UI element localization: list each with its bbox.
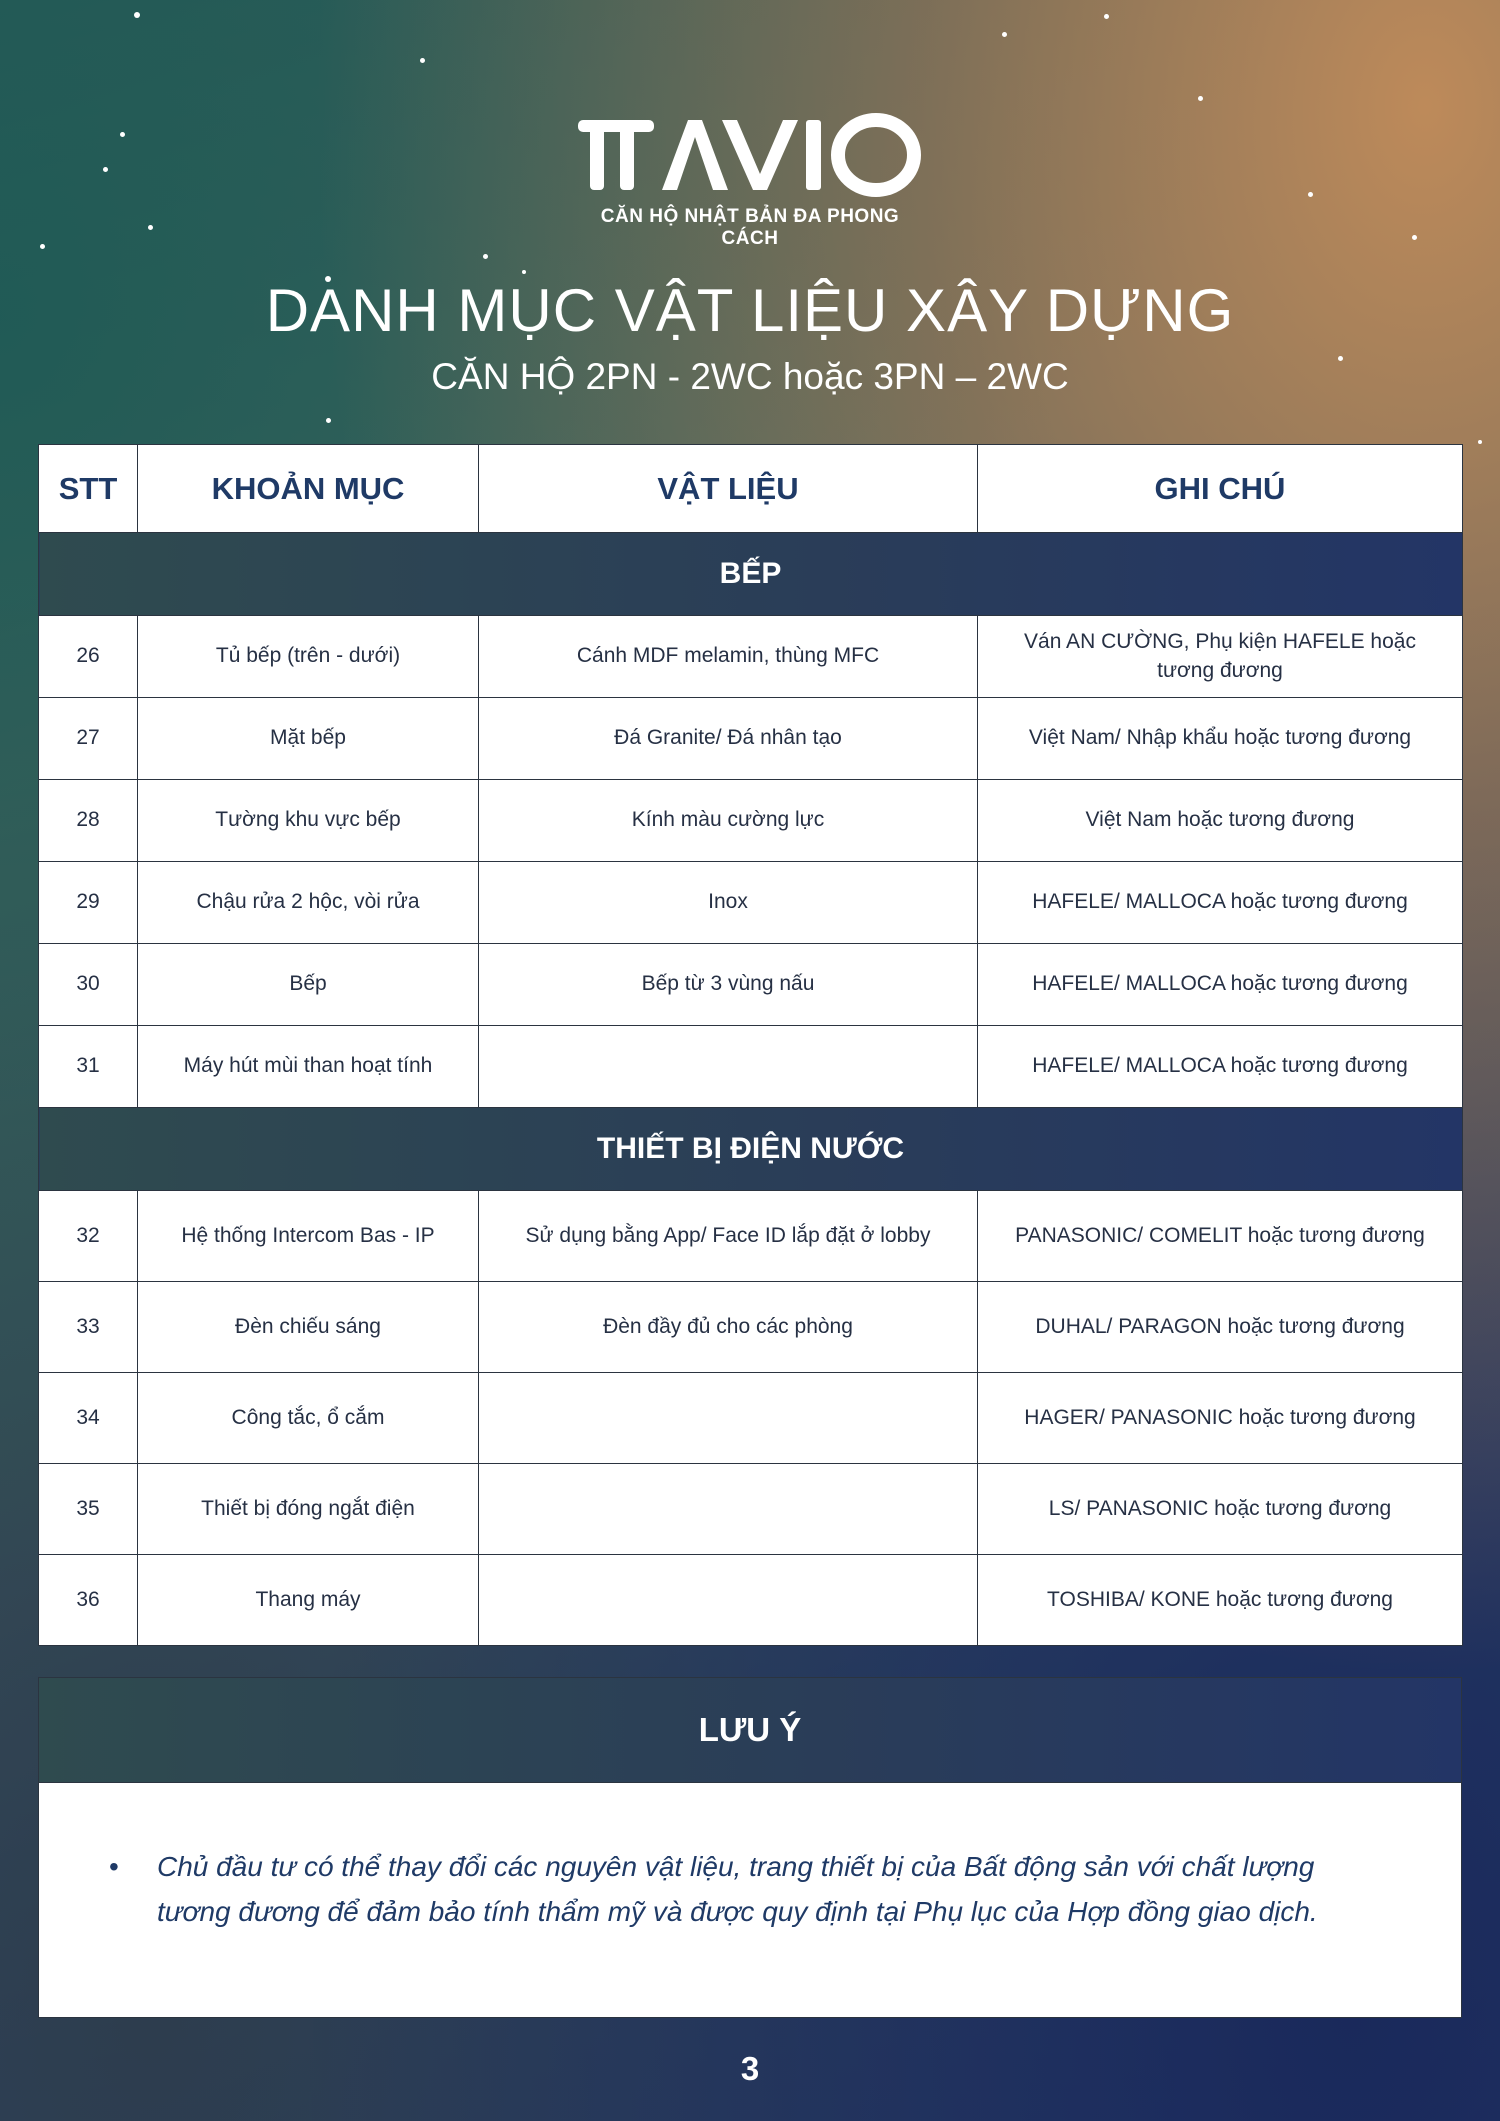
materials-table bbox=[38, 444, 1463, 1646]
cell-item: Tường khu vực bếp bbox=[138, 780, 479, 862]
cell-note: TOSHIBA/ KONE hoặc tương đương bbox=[978, 1555, 1463, 1646]
cell-material: Đá Granite/ Đá nhân tạo bbox=[479, 698, 978, 780]
star bbox=[1308, 192, 1313, 197]
cell-note: Việt Nam hoặc tương đương bbox=[978, 780, 1463, 862]
table-row bbox=[39, 698, 1463, 780]
cell-item: Bếp bbox=[138, 944, 479, 1026]
cell-stt: 30 bbox=[39, 944, 138, 1026]
cell-item: Máy hút mùi than hoạt tính bbox=[138, 1026, 479, 1108]
cell-stt: 31 bbox=[39, 1026, 138, 1108]
table-row bbox=[39, 1373, 1463, 1464]
cell-note: Việt Nam/ Nhập khẩu hoặc tương đương bbox=[978, 698, 1463, 780]
cell-stt: 28 bbox=[39, 780, 138, 862]
star bbox=[483, 254, 488, 259]
table-row bbox=[39, 1026, 1463, 1108]
logo-wordmark bbox=[570, 112, 930, 204]
table-row bbox=[39, 862, 1463, 944]
cell-material: Inox bbox=[479, 862, 978, 944]
cell-note: HAFELE/ MALLOCA hoặc tương đương bbox=[978, 944, 1463, 1026]
star bbox=[1478, 440, 1482, 444]
star bbox=[148, 225, 153, 230]
star bbox=[103, 167, 108, 172]
note-box bbox=[38, 1677, 1462, 2018]
star bbox=[1198, 96, 1203, 101]
star bbox=[40, 244, 45, 249]
cell-material: Kính màu cường lực bbox=[479, 780, 978, 862]
cell-item: Tủ bếp (trên - dưới) bbox=[138, 616, 479, 698]
cell-stt: 34 bbox=[39, 1373, 138, 1464]
header-note: GHI CHÚ bbox=[978, 445, 1463, 533]
cell-stt: 27 bbox=[39, 698, 138, 780]
cell-stt: 29 bbox=[39, 862, 138, 944]
cell-stt: 26 bbox=[39, 616, 138, 698]
cell-note: HAFELE/ MALLOCA hoặc tương đương bbox=[978, 862, 1463, 944]
section-row-kitchen bbox=[39, 533, 1463, 616]
cell-material bbox=[479, 1026, 978, 1108]
cell-stt: 33 bbox=[39, 1282, 138, 1373]
table-row bbox=[39, 616, 1463, 698]
cell-material bbox=[479, 1555, 978, 1646]
note-heading: LƯU Ý bbox=[39, 1678, 1461, 1783]
note-body bbox=[39, 1783, 1461, 1935]
cell-item: Đèn chiếu sáng bbox=[138, 1282, 479, 1373]
star bbox=[522, 270, 526, 274]
brand-tagline: CĂN HỘ NHẬT BẢN ĐA PHONG CÁCH bbox=[600, 206, 900, 249]
brand-logo bbox=[570, 112, 930, 249]
cell-stt: 35 bbox=[39, 1464, 138, 1555]
header-stt: STT bbox=[39, 445, 138, 533]
table-header-row bbox=[39, 445, 1463, 533]
cell-material bbox=[479, 1464, 978, 1555]
page-title: DANH MỤC VẬT LIỆU XÂY DỰNG bbox=[265, 277, 1235, 344]
cell-item: Công tắc, ổ cắm bbox=[138, 1373, 479, 1464]
table-row bbox=[39, 1555, 1463, 1646]
section-title: BẾP bbox=[39, 533, 1463, 616]
note-text: Chủ đầu tư có thể thay đổi các nguyên vật liệu, trang thiết bị của Bất động sản với chất lượng tương đương để đảm bảo tính thẩm mỹ và được quy định tại Phụ lục của Hợp đồng giao dịch. bbox=[157, 1851, 1318, 1927]
table-row bbox=[39, 780, 1463, 862]
table-row bbox=[39, 1464, 1463, 1555]
cell-material: Bếp từ 3 vùng nấu bbox=[479, 944, 978, 1026]
header-item: KHOẢN MỤC bbox=[138, 445, 479, 533]
cell-material: Đèn đầy đủ cho các phòng bbox=[479, 1282, 978, 1373]
cell-note bbox=[978, 616, 1463, 698]
table-row bbox=[39, 1191, 1463, 1282]
cell-item: Chậu rửa 2 hộc, vòi rửa bbox=[138, 862, 479, 944]
cell-item: Mặt bếp bbox=[138, 698, 479, 780]
star bbox=[420, 58, 425, 63]
cell-stt: 36 bbox=[39, 1555, 138, 1646]
star bbox=[326, 418, 331, 423]
bullet-icon: • bbox=[109, 1851, 119, 1882]
header-material: VẬT LIỆU bbox=[479, 445, 978, 533]
star bbox=[1412, 235, 1417, 240]
star bbox=[1002, 32, 1007, 37]
star bbox=[1104, 14, 1109, 19]
cell-note: PANASONIC/ COMELIT hoặc tương đương bbox=[978, 1191, 1463, 1282]
section-row-electrical bbox=[39, 1108, 1463, 1191]
cell-item: Hệ thống Intercom Bas - IP bbox=[138, 1191, 479, 1282]
cell-material: Cánh MDF melamin, thùng MFC bbox=[479, 616, 978, 698]
page-subtitle: CĂN HỘ 2PN - 2WC hoặc 3PN – 2WC bbox=[431, 356, 1069, 397]
section-title: THIẾT BỊ ĐIỆN NƯỚC bbox=[39, 1108, 1463, 1191]
cell-note: HAFELE/ MALLOCA hoặc tương đương bbox=[978, 1026, 1463, 1108]
cell-material: Sử dụng bằng App/ Face ID lắp đặt ở lobby bbox=[479, 1191, 978, 1282]
star bbox=[134, 12, 140, 18]
table-row bbox=[39, 944, 1463, 1026]
cell-material bbox=[479, 1373, 978, 1464]
cell-item: Thang máy bbox=[138, 1555, 479, 1646]
cell-stt: 32 bbox=[39, 1191, 138, 1282]
star bbox=[120, 132, 125, 137]
cell-note: DUHAL/ PARAGON hoặc tương đương bbox=[978, 1282, 1463, 1373]
cell-note: LS/ PANASONIC hoặc tương đương bbox=[978, 1464, 1463, 1555]
table-row bbox=[39, 1282, 1463, 1373]
page-number: 3 bbox=[740, 2050, 760, 2087]
cell-note-text: Ván AN CƯỜNG, Phụ kiện HAFELE hoặc tương đương bbox=[1024, 630, 1416, 682]
cell-note: HAGER/ PANASONIC hoặc tương đương bbox=[978, 1373, 1463, 1464]
cell-item: Thiết bị đóng ngắt điện bbox=[138, 1464, 479, 1555]
